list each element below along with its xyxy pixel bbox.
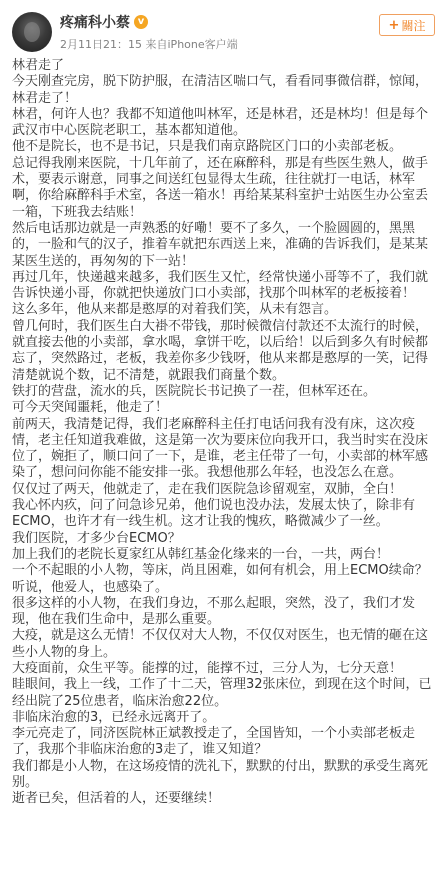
avatar[interactable] <box>12 12 52 52</box>
post-paragraph: 今天刚查完房，脱下防护服，在清洁区喘口气，看看同事微信群，惊闻，林君走了！ <box>12 74 429 106</box>
follow-button[interactable] <box>379 14 435 36</box>
post-paragraph: 可今天突闻噩耗，他走了！ <box>12 400 169 416</box>
post-paragraph: 曾几何时，我们医生白大褂不带钱，那时候微信付款还不太流行的时候，就直接去他的小卖部，拿水喝，拿饼干吃，以后给！以后到多久有时候都忘了，突然路过，老板，我差你多少钱呀，他从来都是憨厚的一笑，记得清楚就说个数，记不清楚，就跟我们商量个数。 <box>12 318 429 383</box>
post-content <box>12 58 432 808</box>
post-paragraph: 听说，他爱人，也感染了。 <box>12 579 169 595</box>
post-paragraph: 很多这样的小人物，在我们身边，不那么起眼，突然，没了，我们才发现，他在我们生命中，是那么重要。 <box>12 595 416 628</box>
username-text[interactable]: 疼痛科小蔡 <box>60 15 130 31</box>
plus-icon: + <box>388 17 400 33</box>
post-paragraph: 逝者已矣，但活着的人，还要继续！ <box>12 791 221 807</box>
post-paragraph: 总记得我刚来医院，十几年前了，还在麻醉科，那是有些医生熟人，做手术，要表示谢意，同事之间送红包显得太生疏，往往就打一电话，林军啊，你给麻醉科手术室，各送一箱水！再给某某科室护士站医生办公室丢一箱，下班我去结账！ <box>12 155 429 220</box>
post-meta <box>60 36 238 52</box>
post-paragraph: 眭眼间，我上一线，工作了十二天，管理32张床位，到现在这个时间，已经出院了25位患者，临床治愈22位。 <box>12 677 432 709</box>
post-source: 来自iPhone客户端 <box>145 38 238 51</box>
post-paragraph: 这么多年，他从来都是憨厚的对着我们笑，从未有怨言。 <box>12 302 338 318</box>
vip-badge-icon: v <box>134 15 148 29</box>
post-paragraph: 李元亮走了，同济医院林正斌教授走了，全国皆知，一个小卖部老板走了，我那个非临床治愈的3走了，谁又知道？ <box>12 726 416 758</box>
post-paragraph: 非临床治愈的3，已经永远离开了。 <box>12 709 216 725</box>
post-paragraph: 前两天，我清楚记得，我们老麻醉科主任打电话问我有没有床，这次疫情，老主任知道我难做，这是第一次为要床位向我开口，我当时实在没床位了，婉拒了，顺口问了一下，是谁，老主任带了一句，小卖部的林军感染了，想问问你能不能安排一张。我想他那么年轻，也没怎么在意。 <box>12 416 429 481</box>
post-paragraph: 我们医院，才多少台ECMO？ <box>12 530 181 546</box>
username[interactable] <box>60 12 148 32</box>
post-paragraph: 铁打的营盘，流水的兵，医院院长书记换了一茬，但林军还在。 <box>12 383 377 399</box>
post-paragraph: 大疫面前，众生平等。能撑的过，能撑不过，三分人为，七分天意！ <box>12 660 403 676</box>
post-paragraph: 加上我们的老院长夏家红从韩红基金化缘来的一台，一共，两台！ <box>12 546 390 562</box>
post-paragraph: 林君走了 <box>12 58 65 73</box>
post-paragraph: 一个不起眼的小人物，等床，尚且困难，如何有机会，用上ECMO续命？ <box>12 563 428 579</box>
post-paragraph: 然后电话那边就是一声熟悉的好嘞！要不了多久，一个脸圆圆的，黑黑的，一脸和气的汉子，推着车就把东西送上来，准确的告诉我们，是某某某医生送的，再匆匆的下一站！ <box>12 220 429 269</box>
post-paragraph: 再过几年，快递越来越多，我们医生又忙，经常快递小哥等不了，我们就告诉快递小哥，你就把快递放门口小卖部，找那个叫林军的老板接着！ <box>12 269 429 302</box>
post-paragraph: 林君，何许人也？我都不知道他叫林军，还是林君，还是林均！但是每个武汉市中心医院老职工，基本都知道他。 <box>12 106 429 139</box>
post-paragraph: 大疫，就是这么无情！不仅仅对大人物，不仅仅对医生，也无情的砸在这些小人物的身上。 <box>12 628 429 660</box>
follow-label: 關注 <box>401 18 426 33</box>
post-paragraph: 他不是院长，也不是书记，只是我们南京路院区门口的小卖部老板。 <box>12 139 403 155</box>
post-paragraph: 我心怀内疚，问了问急诊兄弟，他们说也没办法，发展太快了，除非有ECMO，也许才有一线生机。这才让我的愧疚，略微减少了一丝。 <box>12 498 416 530</box>
post-header <box>0 0 447 62</box>
post-timestamp[interactable]: 2月11日21：15 <box>60 38 142 51</box>
post-paragraph: 我们都是小人物，在这场疫情的洗礼下，默默的付出，默默的承受生离死别。 <box>12 758 429 791</box>
post-paragraph: 仅仅过了两天，他就走了，走在我们医院急诊留观室，双肺，全白！ <box>12 481 403 497</box>
